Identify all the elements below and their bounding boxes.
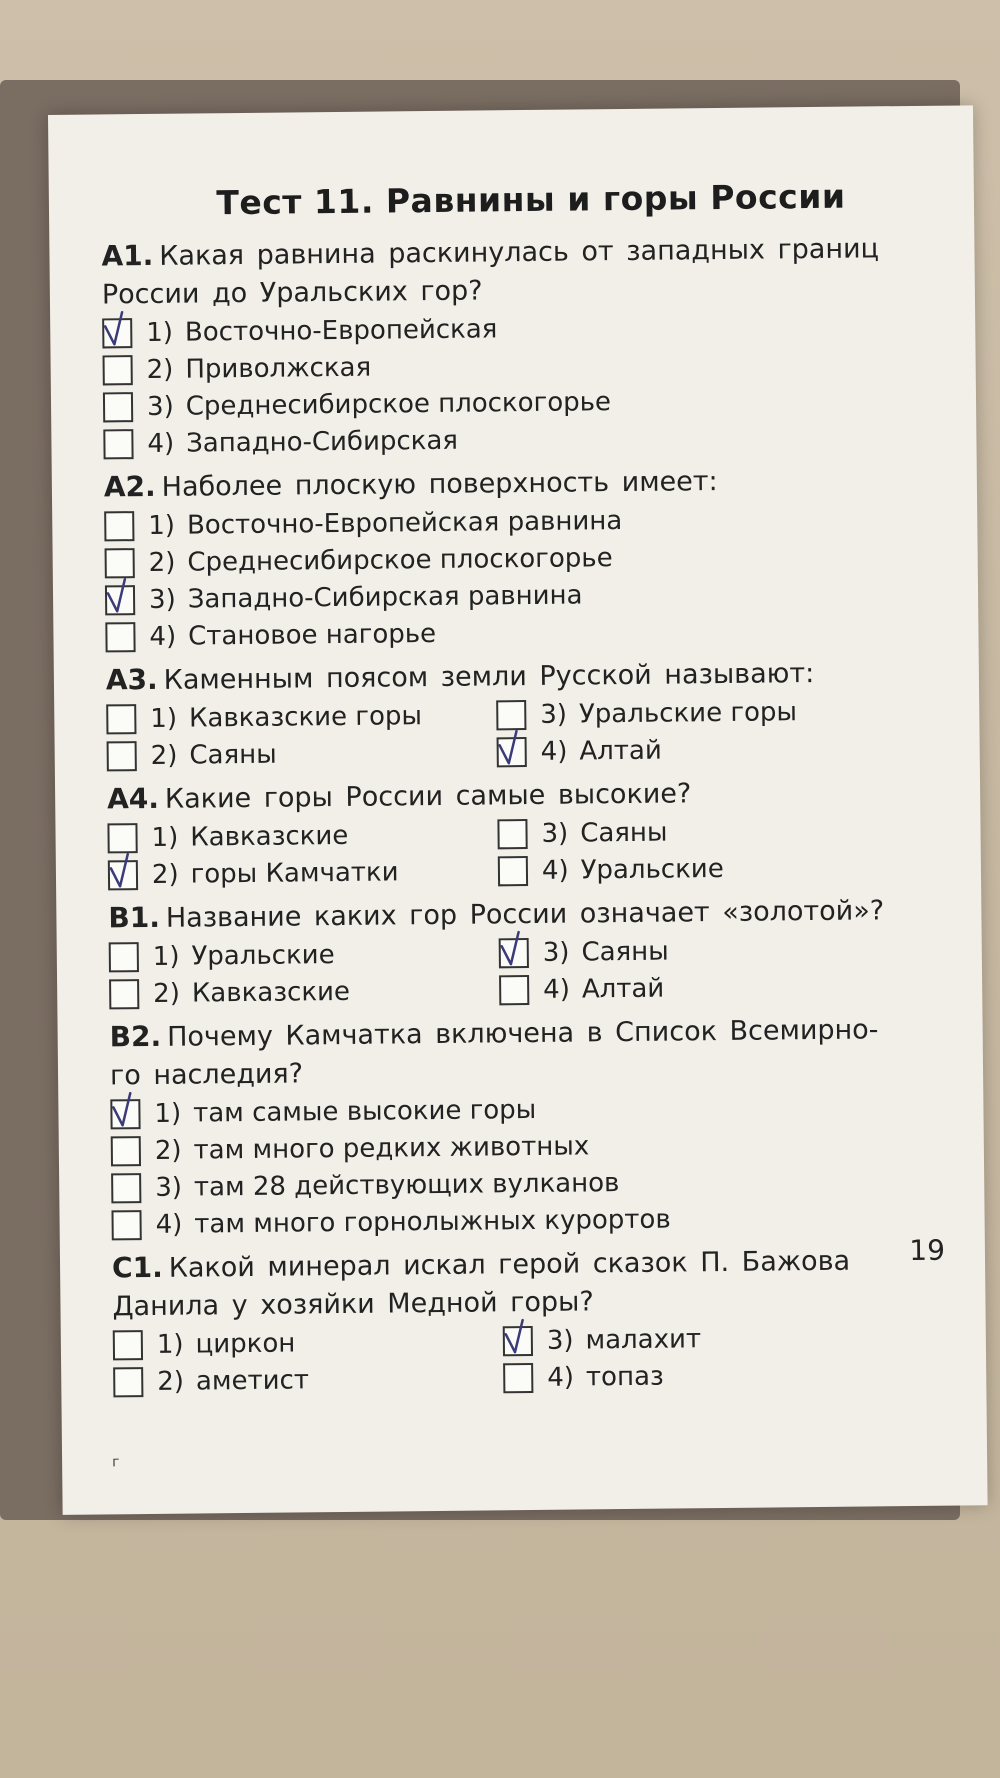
checkbox[interactable] bbox=[497, 819, 527, 849]
option-number: 3) bbox=[541, 818, 569, 849]
option-label: малахит bbox=[585, 1323, 702, 1355]
checked-checkbox[interactable] bbox=[105, 585, 135, 615]
answer-options bbox=[113, 1317, 974, 1400]
answer-option[interactable] bbox=[499, 966, 969, 1008]
question-line: России до Уральских гор? bbox=[101, 275, 483, 311]
check-mark-icon bbox=[106, 848, 140, 890]
option-number: 2) bbox=[150, 740, 178, 771]
checkbox[interactable] bbox=[111, 1210, 141, 1240]
question-number: А3. bbox=[105, 662, 158, 697]
question-block bbox=[101, 228, 963, 462]
option-number: 4) bbox=[149, 621, 177, 652]
checked-checkbox[interactable] bbox=[102, 318, 132, 348]
option-label: Западно-Сибирская равнина bbox=[187, 579, 583, 615]
option-label: там много редких животных bbox=[193, 1130, 590, 1166]
checkbox[interactable] bbox=[498, 856, 528, 886]
option-label: циркон bbox=[195, 1327, 296, 1360]
question-block bbox=[104, 459, 966, 655]
option-number: 2) bbox=[146, 354, 174, 385]
answer-option[interactable] bbox=[113, 1322, 503, 1363]
option-number: 2) bbox=[151, 859, 179, 890]
option-label: Кавказские горы bbox=[188, 700, 423, 734]
option-number: 2) bbox=[154, 1135, 182, 1166]
question-line: Название каких гор России означает «золотой»? bbox=[165, 895, 885, 934]
answer-options bbox=[107, 810, 968, 893]
option-number: 2) bbox=[148, 547, 176, 578]
answer-option[interactable] bbox=[107, 815, 497, 856]
option-number: 1) bbox=[152, 941, 180, 972]
question-line: Какие горы России самые высокие? bbox=[164, 778, 692, 815]
option-number: 4) bbox=[147, 428, 175, 459]
checkbox[interactable] bbox=[113, 1330, 143, 1360]
check-mark-icon bbox=[497, 925, 531, 967]
option-label: Алтай bbox=[581, 973, 665, 1004]
answer-option[interactable] bbox=[498, 847, 968, 889]
answer-options bbox=[104, 498, 966, 655]
option-number: 2) bbox=[153, 978, 181, 1009]
check-mark-icon bbox=[100, 306, 134, 348]
checked-checkbox[interactable] bbox=[110, 1099, 140, 1129]
option-label: Западно-Сибирская bbox=[185, 425, 459, 459]
answer-options bbox=[106, 691, 967, 774]
question-line: го наследия? bbox=[109, 1058, 304, 1092]
option-number: 1) bbox=[154, 1098, 182, 1129]
question-line: Какая равнина раскинулась от западных границ bbox=[159, 233, 880, 272]
answer-option[interactable] bbox=[496, 691, 966, 733]
checkbox[interactable] bbox=[107, 741, 137, 771]
option-label: Восточно-Европейская равнина bbox=[186, 505, 623, 541]
question-number: А4. bbox=[106, 781, 160, 816]
page-content bbox=[101, 175, 974, 1400]
option-number: 4) bbox=[155, 1209, 183, 1240]
checkbox[interactable] bbox=[103, 355, 133, 385]
question-block bbox=[109, 1009, 971, 1243]
option-number: 3) bbox=[542, 937, 570, 968]
checked-checkbox[interactable] bbox=[108, 860, 138, 890]
answer-options bbox=[102, 305, 964, 462]
option-label: Саяны bbox=[189, 739, 277, 771]
checkbox[interactable] bbox=[106, 704, 136, 734]
answer-option[interactable] bbox=[503, 1354, 973, 1396]
option-number: 1) bbox=[151, 822, 179, 853]
question-list bbox=[101, 228, 973, 1400]
answer-options bbox=[110, 1086, 972, 1243]
option-label: Саяны bbox=[581, 936, 669, 967]
option-number: 3) bbox=[146, 391, 174, 422]
option-label: Восточно-Европейская bbox=[184, 313, 498, 348]
answer-option[interactable] bbox=[113, 1359, 503, 1400]
question-block bbox=[108, 890, 969, 1012]
check-mark-icon bbox=[494, 725, 528, 767]
answer-options bbox=[109, 929, 970, 1012]
option-label: Уральские bbox=[191, 939, 335, 972]
option-label: Уральские bbox=[580, 853, 724, 885]
checked-checkbox[interactable] bbox=[499, 938, 529, 968]
answer-option[interactable] bbox=[497, 810, 967, 852]
check-mark-icon bbox=[103, 573, 137, 615]
question-line: Какой минерал искал герой сказок П. Бажова bbox=[168, 1245, 851, 1284]
question-line: Каменным поясом земли Русской называют: bbox=[163, 658, 815, 696]
checkbox[interactable] bbox=[103, 392, 133, 422]
option-label: Среднесибирское плоскогорье bbox=[185, 386, 612, 422]
option-label: там 28 действующих вулканов bbox=[193, 1167, 620, 1203]
answer-option[interactable] bbox=[496, 728, 966, 770]
page-number: 19 bbox=[909, 1233, 946, 1268]
question-number: В2. bbox=[109, 1019, 162, 1054]
option-label: Среднесибирское плоскогорье bbox=[187, 542, 613, 578]
checked-checkbox[interactable] bbox=[497, 737, 527, 767]
option-number: 1) bbox=[146, 317, 174, 348]
option-number: 1) bbox=[150, 703, 178, 734]
answer-option[interactable] bbox=[109, 971, 499, 1012]
checkbox[interactable] bbox=[109, 979, 139, 1009]
answer-option[interactable] bbox=[111, 1197, 971, 1243]
question-line: Данила у хозяйки Медной горы? bbox=[112, 1286, 594, 1323]
checkbox[interactable] bbox=[105, 622, 135, 652]
answer-option[interactable] bbox=[108, 852, 498, 893]
option-label: Саяны bbox=[580, 817, 668, 848]
workbook-page bbox=[48, 105, 988, 1515]
option-number: 1) bbox=[156, 1329, 184, 1360]
option-number: 4) bbox=[541, 855, 569, 886]
corner-mark: г bbox=[112, 1454, 120, 1471]
option-label: Алтай bbox=[579, 735, 662, 766]
option-number: 4) bbox=[543, 974, 571, 1005]
question-block bbox=[107, 771, 968, 893]
option-number: 4) bbox=[540, 736, 568, 767]
option-label: Кавказские bbox=[191, 976, 351, 1009]
answer-option[interactable] bbox=[109, 934, 499, 975]
option-label: топаз bbox=[585, 1361, 664, 1392]
checkbox[interactable] bbox=[109, 942, 139, 972]
option-number: 3) bbox=[540, 699, 568, 730]
option-label: Становое нагорье bbox=[187, 618, 437, 652]
option-label: там много горнолыжных курортов bbox=[194, 1204, 671, 1240]
answer-option[interactable] bbox=[103, 416, 963, 462]
answer-option[interactable] bbox=[107, 733, 497, 774]
answer-option[interactable] bbox=[499, 929, 969, 971]
check-mark-icon bbox=[108, 1087, 142, 1129]
option-label: Кавказские bbox=[190, 820, 349, 853]
option-number: 3) bbox=[546, 1325, 574, 1356]
option-number: 4) bbox=[547, 1362, 575, 1393]
checkbox[interactable] bbox=[111, 1173, 141, 1203]
question-number: А2. bbox=[103, 469, 156, 504]
option-number: 3) bbox=[155, 1172, 183, 1203]
checkbox[interactable] bbox=[499, 975, 529, 1005]
option-label: Уральские горы bbox=[578, 696, 798, 729]
checked-checkbox[interactable] bbox=[503, 1325, 533, 1355]
option-number: 2) bbox=[157, 1366, 185, 1397]
option-number: 3) bbox=[148, 584, 176, 615]
option-label: Приволжская bbox=[185, 352, 372, 385]
checkbox[interactable] bbox=[113, 1367, 143, 1397]
question-number: В1. bbox=[108, 900, 161, 935]
option-label: там самые высокие горы bbox=[192, 1094, 537, 1129]
answer-option[interactable] bbox=[503, 1317, 973, 1359]
answer-option[interactable] bbox=[105, 609, 965, 655]
checkbox[interactable] bbox=[104, 511, 134, 541]
checkbox[interactable] bbox=[503, 1362, 533, 1392]
question-line: Почему Камчатка включена в Список Всемирно- bbox=[166, 1014, 879, 1053]
question-line: Наболее плоскую поверхность имеет: bbox=[161, 466, 718, 503]
check-mark-icon bbox=[501, 1313, 535, 1355]
question-number: С1. bbox=[111, 1250, 163, 1285]
checkbox[interactable] bbox=[103, 429, 133, 459]
option-label: аметист bbox=[195, 1364, 310, 1397]
question-number: A1. bbox=[101, 238, 154, 273]
question-block bbox=[112, 1240, 974, 1400]
question-block bbox=[106, 652, 967, 774]
answer-option[interactable] bbox=[106, 696, 496, 737]
page-title: Тест 11. Равнины и горы России bbox=[216, 176, 846, 223]
option-number: 1) bbox=[148, 510, 176, 541]
checkbox[interactable] bbox=[111, 1136, 141, 1166]
option-label: горы Камчатки bbox=[190, 856, 399, 890]
